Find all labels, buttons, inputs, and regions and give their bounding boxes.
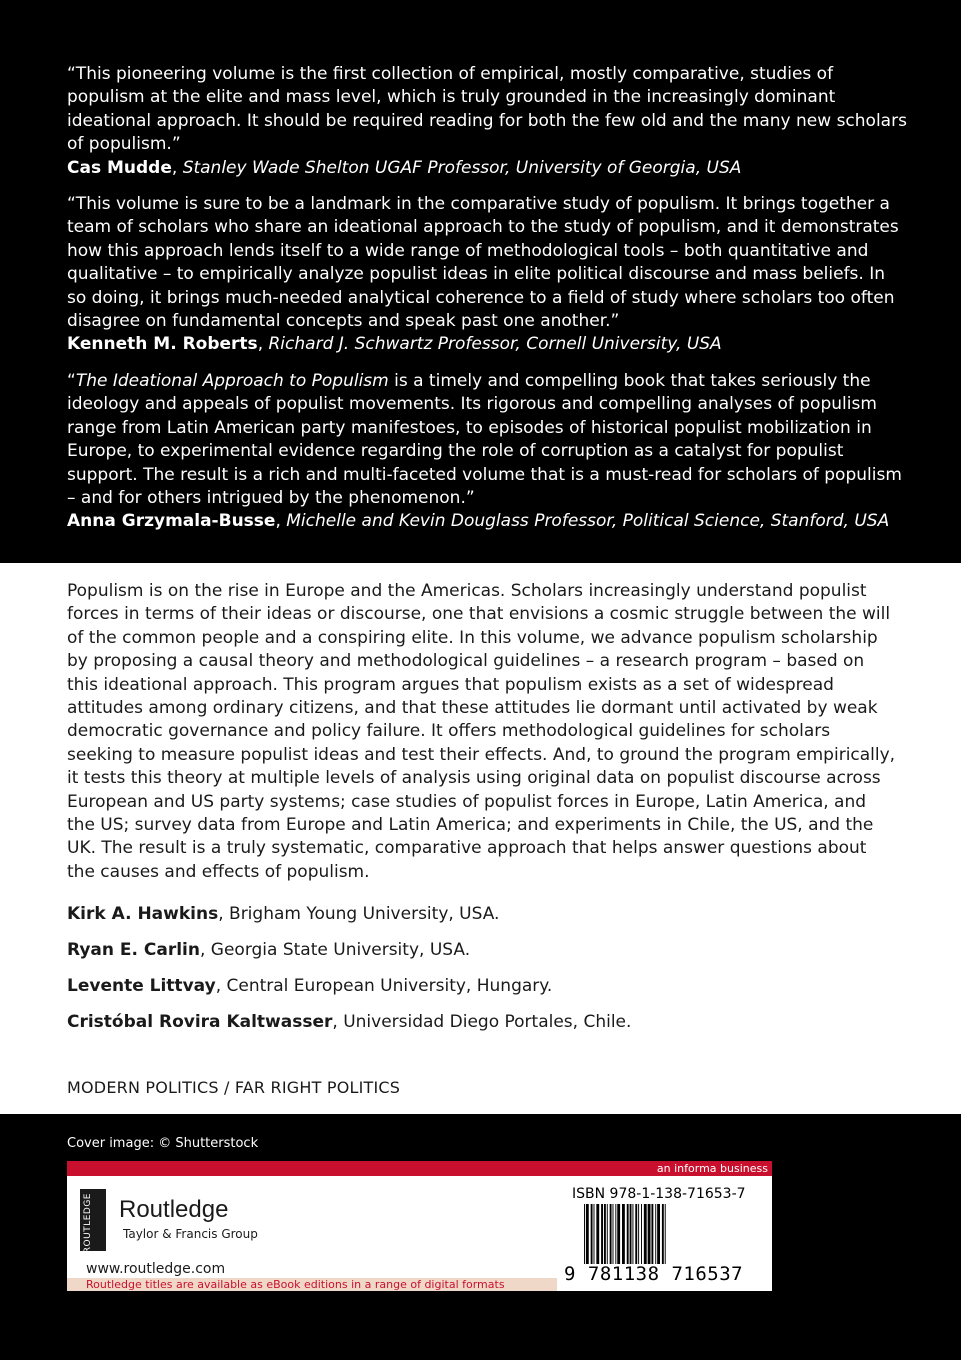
publisher-url[interactable]: www.routledge.com	[86, 1261, 226, 1277]
barcode-bar	[601, 1204, 603, 1264]
endorsement-attribution: Anna Grzymala-Busse, Michelle and Kevin Douglass Professor, Political Science, Stanford, USA	[67, 511, 890, 532]
barcode-bar	[635, 1204, 637, 1264]
author-affiliation: , Brigham Young University, USA.	[218, 904, 500, 924]
barcode-bar	[596, 1204, 599, 1264]
publisher-section	[0, 1114, 961, 1360]
author-affiliation: , Universidad Diego Portales, Chile.	[332, 1012, 632, 1032]
endorsement-mudde	[67, 63, 907, 180]
author-entry	[67, 940, 470, 960]
author-name: Ryan E. Carlin	[67, 940, 200, 960]
endorser-affiliation: Michelle and Kevin Douglass Professor, Political Science, Stanford, USA	[286, 511, 890, 532]
barcode-bar	[632, 1204, 633, 1264]
barcode-icon	[584, 1204, 749, 1264]
barcode-bar	[622, 1204, 625, 1264]
barcode-bar	[617, 1204, 620, 1264]
book-description: Populism is on the rise in Europe and the Americas. Scholars increasingly understand populist forces in terms of their ideas or discourse, one that envisions a cosmic struggle between the will of the common people and a conspiring elite. In this volume, we advance populism scholarship by proposing a causal theory and methodological guidelines – a research program – based on this ideational approach. This program argues that populism exists as a set of widespread attitudes among ordinary citizens, and that these attitudes lie dormant until activated by weak democratic governance and policy failure. It offers methodological guidelines for scholars seeking to measure populist ideas and test their effects. And, to ground the program empirically, it tests this theory at multiple levels of analysis using original data on populist discourse across European and US party systems; case studies of populist forces in Europe, Latin America, and the US; survey data from Europe and Latin America; and experiments in Chile, the US, and the UK. The result is a truly systematic, comparative approach that helps answer questions about the causes and effects of populism.	[67, 581, 896, 882]
endorser-affiliation: Richard J. Schwartz Professor, Cornell University, USA	[268, 334, 722, 355]
ebook-note: Routledge titles are available as eBook editions in a range of digital formats	[86, 1278, 505, 1291]
barcode-bar	[586, 1204, 589, 1264]
isbn-label: ISBN 978-1-138-71653-7	[572, 1186, 746, 1202]
author-name: Cristóbal Rovira Kaltwasser	[67, 1012, 333, 1032]
endorsement-grzymala-busse	[67, 370, 907, 534]
endorsement-text: “This pioneering volume is the first collection of empirical, mostly comparative, studies of populism at the elite and mass level, which is truly grounded in the increasingly dominant ideational approach. It should be required reading for both the few old and the many new scholars of populism.”	[67, 64, 907, 155]
endorser-name: Anna Grzymala-Busse	[67, 511, 276, 532]
cover-credit: Cover image: © Shutterstock	[67, 1136, 259, 1151]
author-affiliation: , Georgia State University, USA.	[199, 940, 471, 960]
author-entry	[67, 1012, 631, 1032]
publisher-group: Taylor & Francis Group	[123, 1227, 258, 1241]
endorsements-section	[0, 0, 961, 563]
barcode-bar	[630, 1204, 632, 1264]
barcode-bar	[607, 1204, 608, 1264]
barcode-bar	[627, 1204, 629, 1264]
description-section	[0, 563, 961, 1114]
author-affiliation: , Central European University, Hungary.	[215, 976, 553, 996]
barcode-bar	[615, 1204, 616, 1264]
barcode-bar	[665, 1204, 666, 1264]
book-title: The Ideational Approach to Populism	[75, 371, 389, 391]
subject-category: MODERN POLITICS / FAR RIGHT POLITICS	[67, 1078, 401, 1097]
barcode-bar	[641, 1204, 642, 1264]
informa-banner	[67, 1161, 772, 1176]
barcode-bar	[638, 1204, 639, 1264]
open-quote: “	[67, 371, 76, 391]
ebook-note-bar	[67, 1278, 557, 1291]
barcode-bar	[604, 1204, 606, 1264]
endorsement-attribution: Kenneth M. Roberts, Richard J. Schwartz Professor, Cornell University, USA	[67, 334, 722, 355]
endorser-name: Cas Mudde	[67, 157, 172, 178]
routledge-logo-icon	[80, 1189, 106, 1254]
barcode-bar	[651, 1204, 653, 1264]
endorsement-body: is a timely and compelling book that takes seriously the ideology and appeals of populist movements. Its rigorous and compelling analyses of populism range from Latin American party manifestoes, to episodes of historical populist mobilization in Europe, to experimental evidence regarding the role of corruption as a catalyst for populist support. The result is a rich and multi-faceted volume that is a must-read for scholars of populism – and for others intrigued by the phenomenon.”	[67, 371, 902, 509]
publisher-brand: Routledge	[119, 1196, 229, 1223]
barcode-bar	[648, 1204, 651, 1264]
publisher-panel	[67, 1161, 772, 1291]
barcode-number: 9 781138 716537	[564, 1263, 744, 1285]
barcode-bar	[613, 1204, 614, 1264]
barcode-bar	[655, 1204, 656, 1264]
barcode-bar	[591, 1204, 593, 1264]
author-entry	[67, 904, 499, 924]
logo-text: ROUTLEDGE	[83, 1193, 93, 1254]
informa-text: an informa business	[656, 1162, 768, 1175]
author-name: Kirk A. Hawkins	[67, 904, 219, 924]
endorsement-roberts	[67, 193, 907, 357]
endorsement-text: “This volume is sure to be a landmark in the comparative study of populism. It brings together a team of scholars who share an ideational approach to the study of populism, and it demonstrates how this approach lends itself to a wide range of methodological tools – both quantitative and qualitative – to empirically analyze populist ideas in elite political discourse and mass beliefs. In so doing, it brings much-needed analytical coherence to a field of study where scholars too often disagree on fundamental concepts and speak past one another.”	[67, 194, 899, 332]
barcode-bar	[610, 1204, 612, 1264]
barcode-bar	[584, 1204, 585, 1264]
barcode-bar	[644, 1204, 647, 1264]
author-name: Levente Littvay	[67, 976, 216, 996]
author-entry	[67, 976, 552, 996]
barcode-bar	[662, 1204, 664, 1264]
barcode-bar	[657, 1204, 660, 1264]
barcode-bar	[594, 1204, 595, 1264]
endorser-affiliation: Stanley Wade Shelton UGAF Professor, University of Georgia, USA	[182, 157, 742, 178]
endorsement-text	[67, 370, 907, 510]
endorsement-attribution: Cas Mudde, Stanley Wade Shelton UGAF Professor, University of Georgia, USA	[67, 157, 742, 178]
endorser-name: Kenneth M. Roberts	[67, 334, 258, 355]
